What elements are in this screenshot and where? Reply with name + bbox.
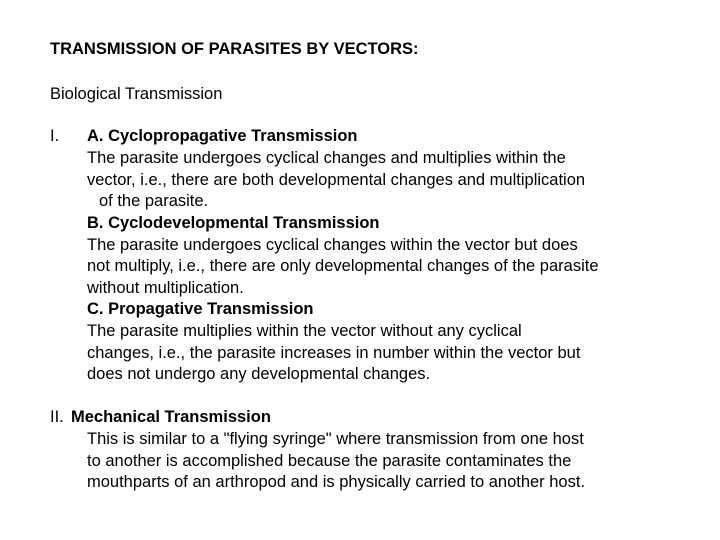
subheading-propagative: C. Propagative Transmission [87,300,314,318]
paragraph-line: vector, i.e., there are both developmental changes and multiplication [87,171,586,189]
section-heading-biological: Biological Transmission [50,85,223,103]
paragraph-line: changes, i.e., the parasite increases in number within the vector but [87,344,581,362]
paragraph-line: to another is accomplished because the parasite contaminates the [87,452,572,470]
section-numeral-two: II. [50,408,64,426]
paragraph-line: This is similar to a "flying syringe" where transmission from one host [87,430,584,448]
section-numeral-one: I. [50,127,60,145]
subheading-cyclodevelopmental: B. Cyclodevelopmental Transmission [87,214,380,232]
paragraph-line: not multiply, i.e., there are only developmental changes of the parasite [87,257,599,275]
subheading-cyclopropagative: A. Cyclopropagative Transmission [87,127,358,145]
paragraph-line: of the parasite. [99,192,209,210]
paragraph-line: without multiplication. [87,279,244,297]
paragraph-line: mouthparts of an arthropod and is physically carried to another host. [87,473,586,491]
paragraph-line: does not undergo any developmental changes. [87,365,431,383]
paragraph-line: The parasite multiplies within the vector without any cyclical [87,322,522,340]
subheading-mechanical: Mechanical Transmission [71,408,271,426]
page-title: TRANSMISSION OF PARASITES BY VECTORS: [50,40,419,58]
paragraph-line: The parasite undergoes cyclical changes within the vector but does [87,236,578,254]
paragraph-line: The parasite undergoes cyclical changes and multiplies within the [87,149,566,167]
